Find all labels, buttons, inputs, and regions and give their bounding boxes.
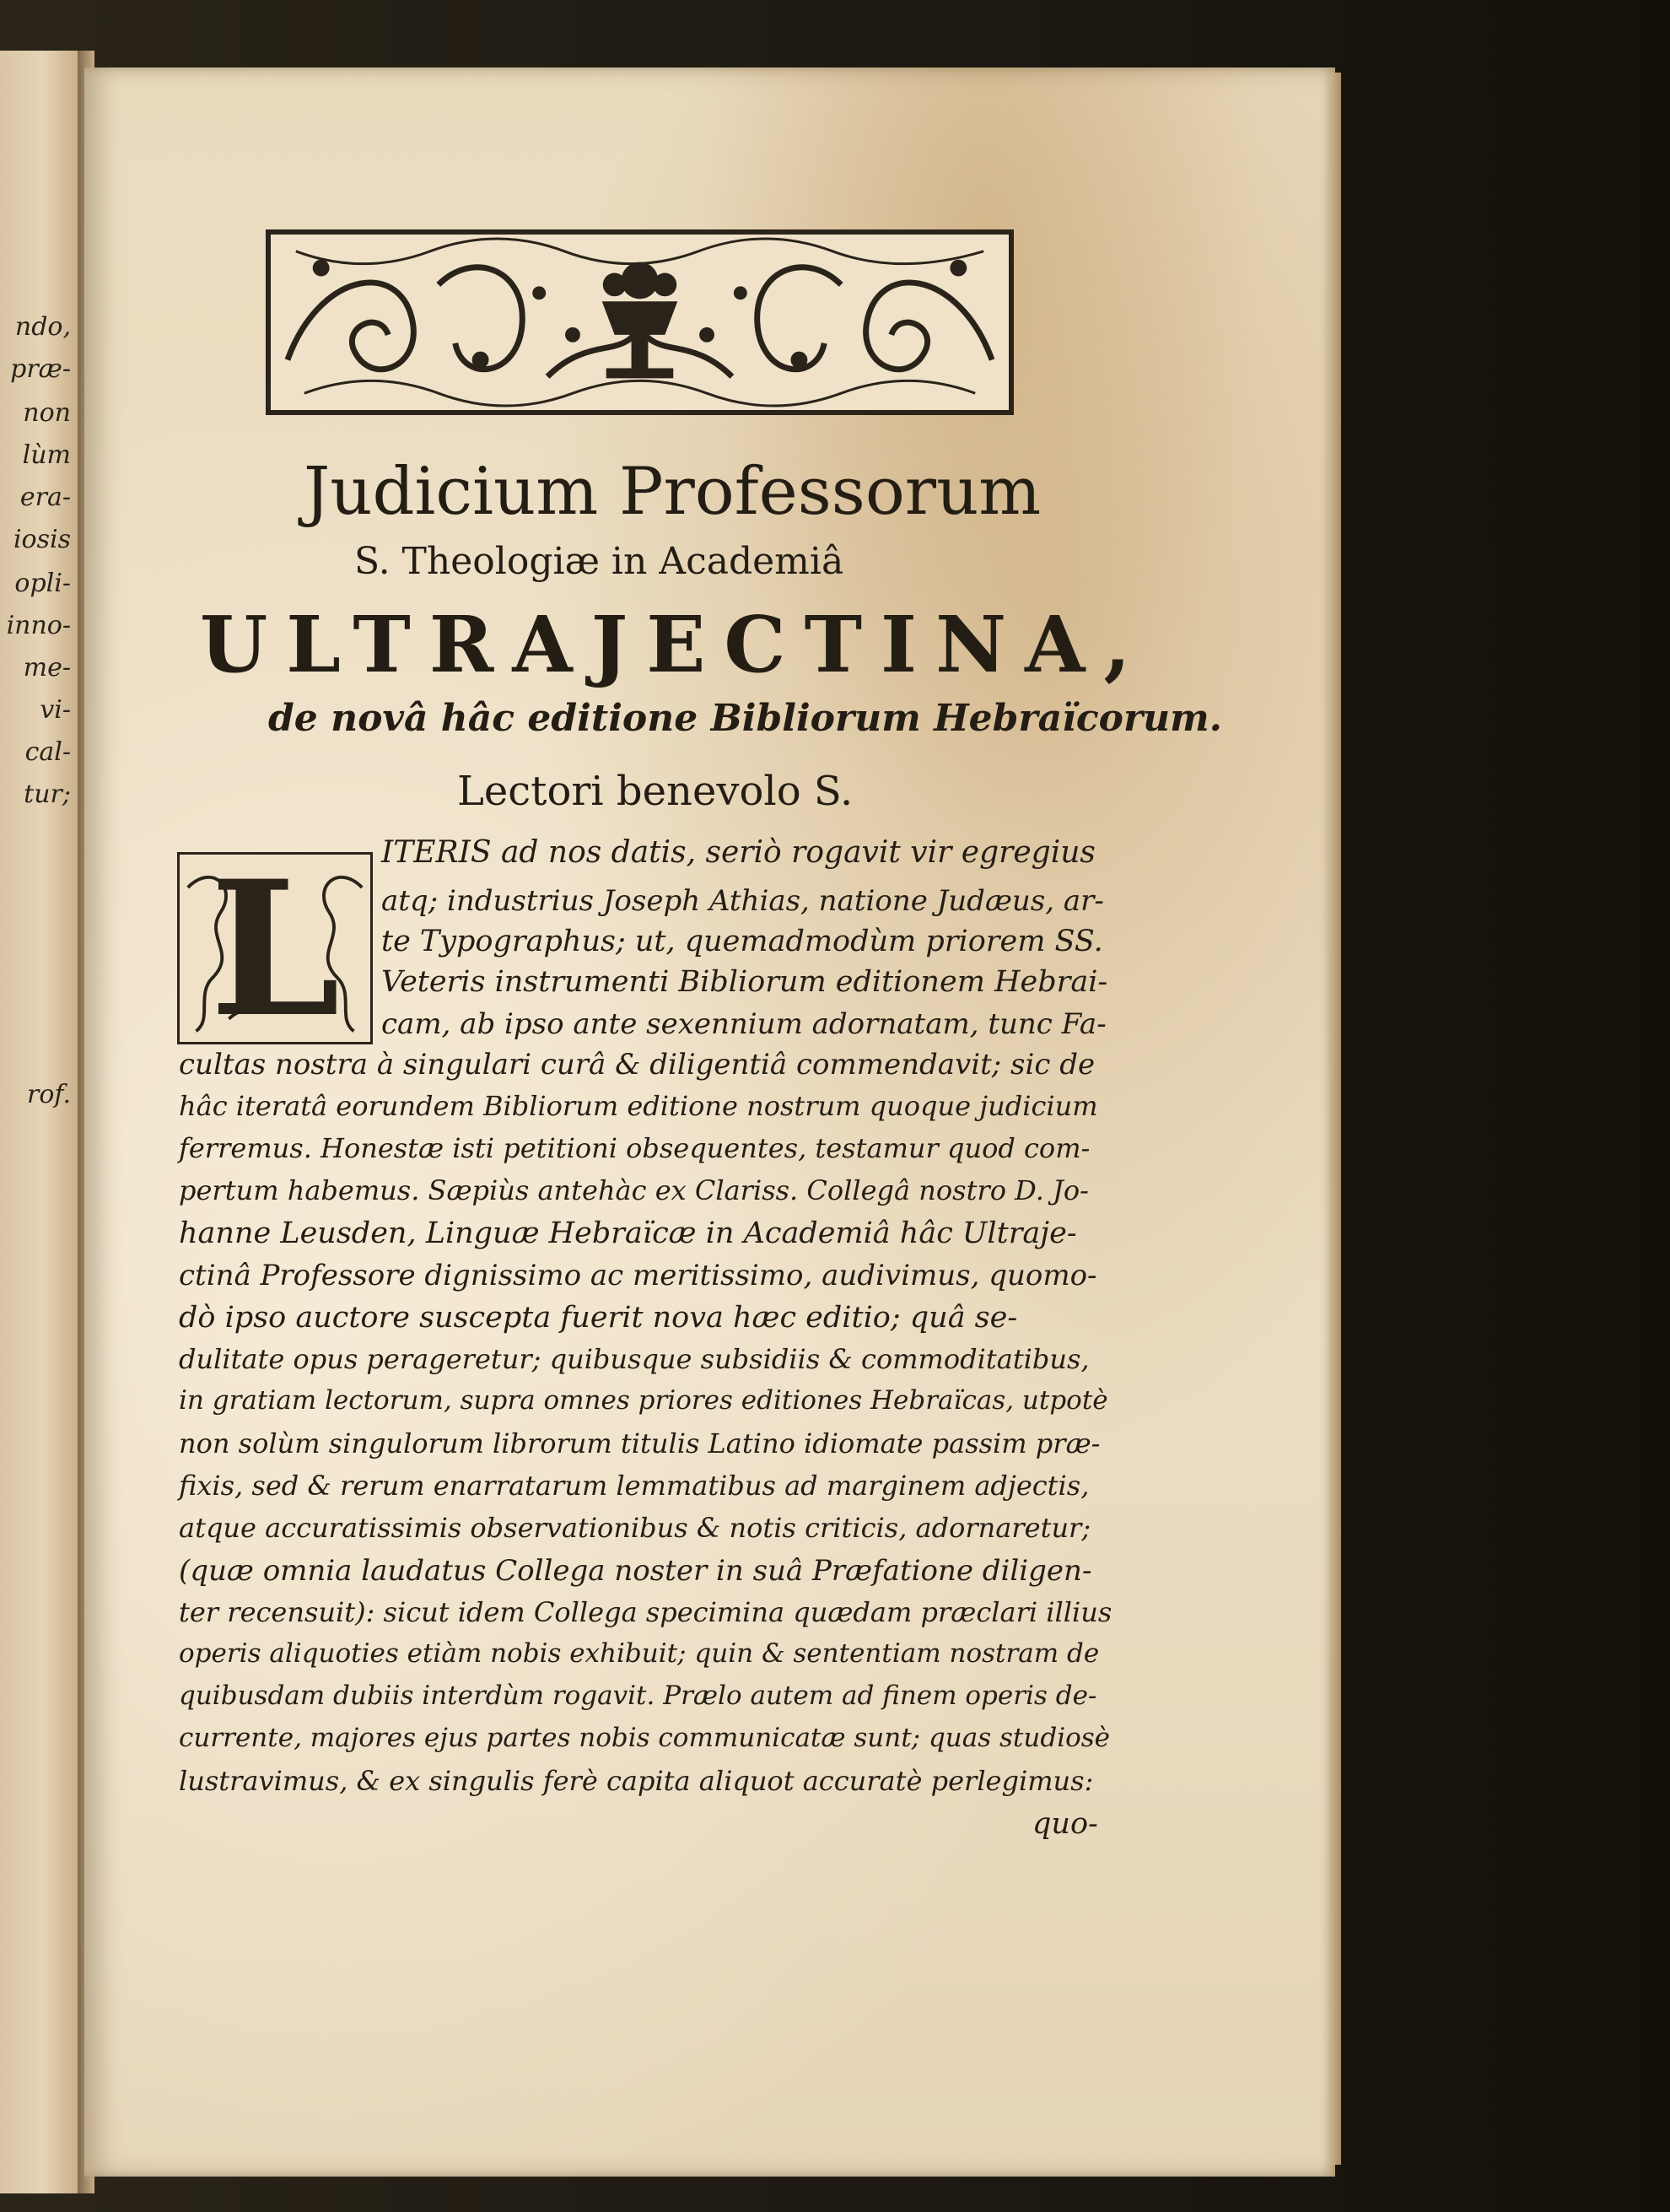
text-line: non solùm singulorum librorum titulis Latino idiomate passim præ- [179,1427,1101,1459]
text-line: ctinâ Professore dignissimo ac meritissimo, audivimus, quomo- [179,1259,1097,1292]
text-line: Veteris instrumenti Bibliorum editionem Hebrai- [381,965,1108,999]
text-line: fixis, sed & rerum enarratarum lemmatibus ad marginem adjectis, [179,1470,1090,1502]
subtitle: S. Theologiæ in Academiâ [354,540,844,583]
left-fragment: me- [23,653,71,682]
left-fragment: iosis [13,525,71,554]
description: de novâ hâc editione Bibliorum Hebraïcorum. [268,697,1223,740]
text-line: hâc iteratâ eorundem Bibliorum editione nostrum quoque judicium [179,1090,1098,1122]
left-fragment: non [23,398,71,428]
left-fragment: vi- [40,695,71,725]
text-line: currente, majores ejus partes nobis communicatæ sunt; quas studiosè [179,1723,1111,1753]
text-line: ter recensuit): sicut idem Collega specimina quædam præclari illius [179,1596,1112,1628]
text-line: hanne Leusden, Linguæ Hebraïcæ in Academiâ hâc Ultraje- [179,1217,1077,1250]
catchword: quo- [1032,1807,1098,1841]
decorated-initial [177,839,373,1058]
text-line: in gratiam lectorum, supra omnes priores editiones Hebraïcas, utpotè [179,1385,1108,1416]
text-line: operis aliquoties etiàm nobis exhibuit; quin & sententiam nostram de [179,1638,1100,1669]
drop-cap-letter: L [209,839,341,1058]
text-line: cam, ab ipso ante sexennium adornatam, tunc Fa- [381,1007,1107,1041]
text-line: pertum habemus. Sæpiùs antehàc ex Clariss. Collegâ nostro D. Jo- [179,1174,1089,1206]
woodcut-headpiece [266,229,1014,415]
text-line: lustravimus, & ex singulis ferè capita aliquot accuratè perlegimus: [179,1765,1094,1797]
text-line: dulitate opus perageretur; quibusque subsidiis & commoditatibus, [179,1343,1090,1375]
left-fragment: præ- [10,354,71,384]
facing-page-edge [0,51,79,2193]
university-name: ULTRAJECTINA, [200,599,1150,690]
text-line: ferremus. Honestæ isti petitioni obsequentes, testamur quod com- [179,1132,1091,1164]
text-line: atque accuratissimis observationibus & notis criticis, adornaretur; [179,1512,1091,1544]
left-fragment: era- [19,483,71,512]
text-line: atq; industrius Joseph Athias, natione Judæus, ar- [381,884,1104,918]
left-fragment: tur; [24,780,71,809]
text-line: quibusdam dubiis interdùm rogavit. Prælo autem ad finem operis de- [179,1681,1097,1711]
text-line: te Typographus; ut, quemadmodùm priorem SS. [381,925,1103,958]
salutation: Lectori benevolo S. [457,768,854,815]
left-fragment: ndo, [14,312,71,342]
left-fragment: opli- [14,569,71,598]
text-line: cultas nostra à singulari curâ & diligentiâ commendavit; sic de [179,1048,1096,1082]
left-fragment: inno- [6,611,71,640]
left-fragment: lùm [22,440,71,470]
text-line: (quæ omnia laudatus Collega noster in suâ Præfatione diligen- [179,1554,1092,1588]
text-line: dò ipso auctore suscepta fuerit nova hæc editio; quâ se- [179,1301,1018,1335]
page-title: Judicium Professorum [304,454,1042,530]
text-line: ITERIS ad nos datis, seriò rogavit vir egregius [381,835,1096,870]
page-edge [1329,73,1341,2165]
left-fragment: cal- [24,737,71,767]
left-fragment: rof. [27,1080,71,1109]
